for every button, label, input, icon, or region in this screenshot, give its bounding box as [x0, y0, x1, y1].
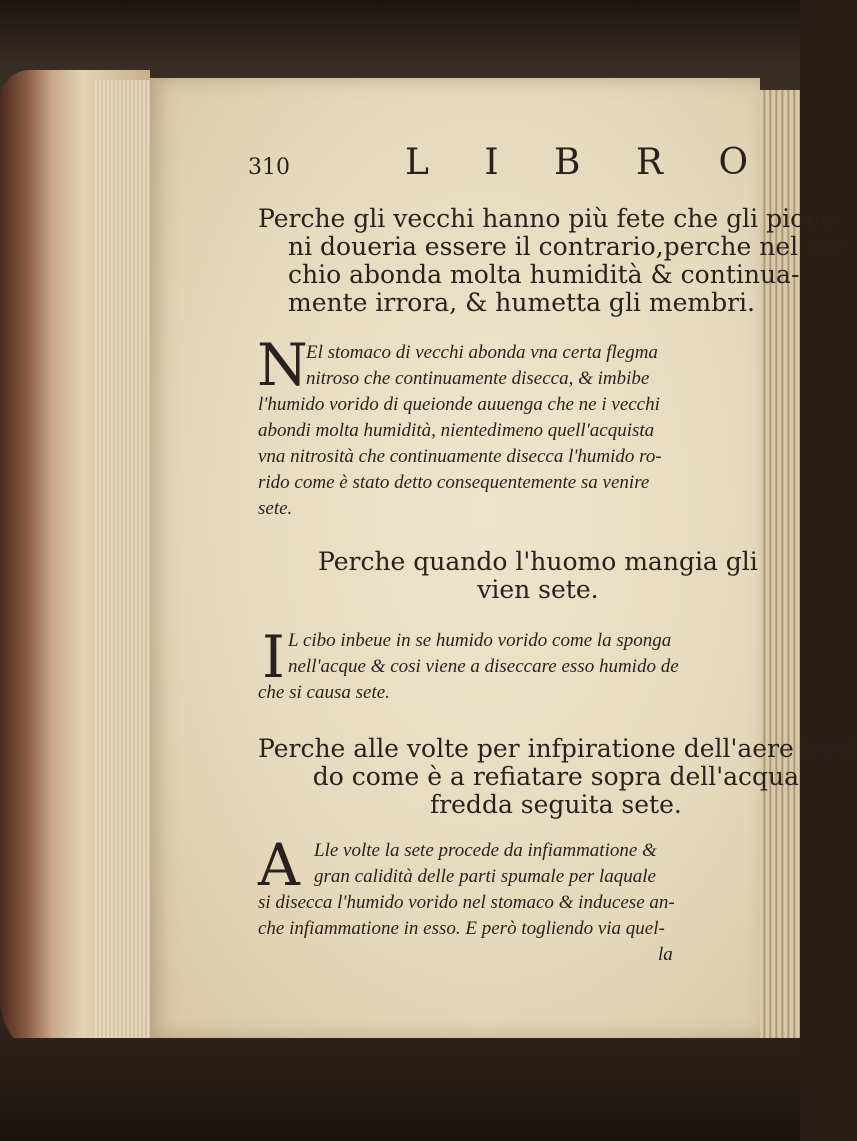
section-1-dropcap: N	[257, 331, 308, 399]
title-line: Perche alle volte per infpiratione dell'aere fred	[258, 734, 854, 763]
section-1-title	[258, 205, 857, 317]
page-number: 310	[248, 155, 290, 180]
body-line: rido come è stato detto consequentemente sa venire	[258, 472, 650, 493]
body-line: l'humido vorido di queionde auuenga che ne i vecchi	[258, 394, 660, 415]
title-line: Perche quando l'huomo mangia gli	[318, 547, 758, 576]
body-line: Lle volte la sete procede da infiammatione &	[314, 840, 657, 861]
title-line: chio abonda molta humidità & continua-	[288, 260, 800, 289]
table-surface	[0, 1038, 800, 1141]
title-line: do come è a refiatare sopra dell'acqua	[312, 762, 800, 791]
body-line: si disecca l'humido vorido nel stomaco & inducese an-	[258, 892, 675, 913]
page-stack-left	[95, 80, 155, 1040]
running-head: L I B R O	[405, 142, 770, 183]
body-line: nell'acque & cosi viene a diseccare esso humido de	[288, 656, 679, 677]
section-3-body	[258, 831, 675, 968]
title-line: vien sete.	[477, 575, 599, 604]
section-2-title	[318, 548, 758, 604]
body-line: gran calidità delle parti spumale per laquale	[314, 866, 656, 887]
body-line: L cibo inbeue in se humido vorido come la sponga	[288, 630, 672, 651]
body-line: nitroso che continuamente disecca, & imbibe	[306, 368, 650, 389]
body-line: che si causa sete.	[258, 682, 390, 703]
section-1-body	[258, 340, 662, 522]
body-line: sete.	[258, 498, 293, 519]
title-line: mente irrora, & humetta gli membri.	[288, 288, 755, 317]
body-line: vna nitrosità che continuamente disecca l'humido ro-	[258, 446, 662, 467]
body-line: abondi molta humidità, nientedimeno quell'acquista	[258, 420, 655, 441]
title-line: ni doueria essere il contrario,perche nel vec-	[288, 232, 857, 261]
title-line: Perche gli vecchi hanno più fete che gli pioua-	[258, 204, 845, 233]
body-line: El stomaco di vecchi abonda vna certa flegma	[306, 342, 658, 363]
title-line: fredda seguita sete.	[429, 790, 682, 819]
section-3-title	[258, 735, 854, 819]
section-3-dropcap: A	[258, 831, 300, 899]
section-2-body	[258, 623, 679, 706]
section-2-dropcap: I	[262, 623, 285, 691]
catchword: la	[658, 944, 673, 965]
body-line: che infiammatione in esso. E però togliendo via quel-	[258, 918, 665, 939]
